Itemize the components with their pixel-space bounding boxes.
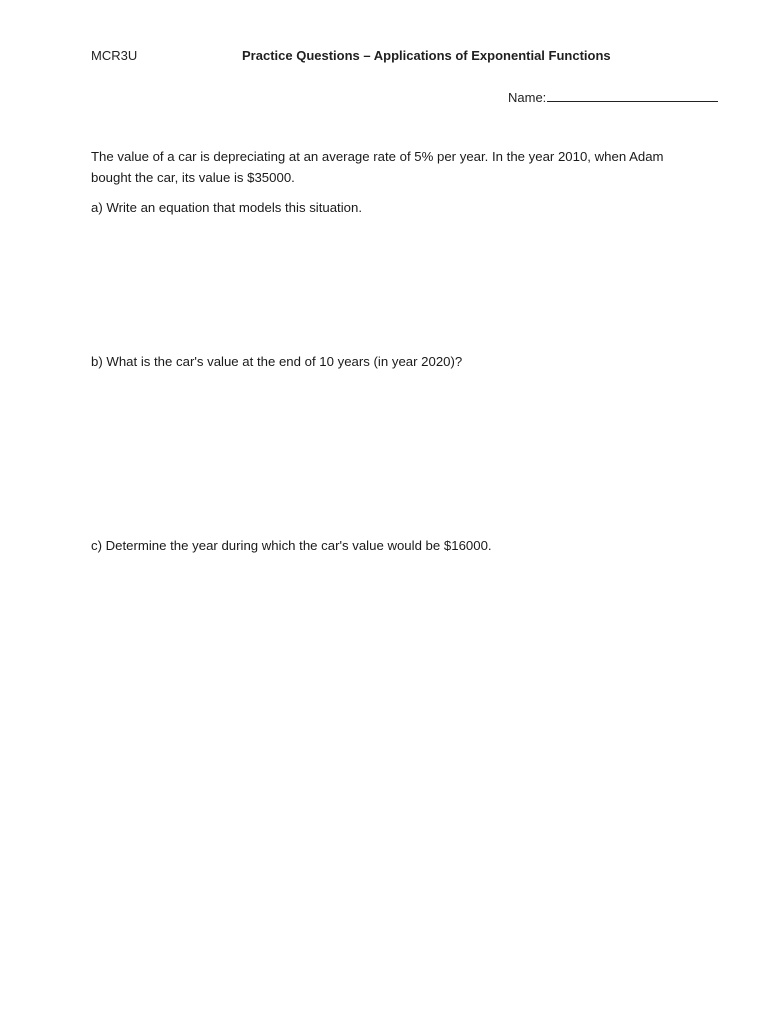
name-field[interactable] xyxy=(508,88,718,105)
page-title: Practice Questions – Applications of Exponential Functions xyxy=(242,48,611,63)
name-label: Name: xyxy=(508,90,547,105)
question-a: a) Write an equation that models this situation. xyxy=(91,200,362,215)
question-c: c) Determine the year during which the car's value would be $16000. xyxy=(91,538,492,553)
problem-statement-line-1: The value of a car is depreciating at an average rate of 5% per year. In the year 2010, when Adam xyxy=(91,149,664,164)
problem-statement-line-2: bought the car, its value is $35000. xyxy=(91,170,295,185)
course-code: MCR3U xyxy=(91,48,138,63)
name-blank-line[interactable] xyxy=(547,88,718,102)
problem-statement xyxy=(91,146,701,188)
question-b: b) What is the car's value at the end of 10 years (in year 2020)? xyxy=(91,354,463,369)
